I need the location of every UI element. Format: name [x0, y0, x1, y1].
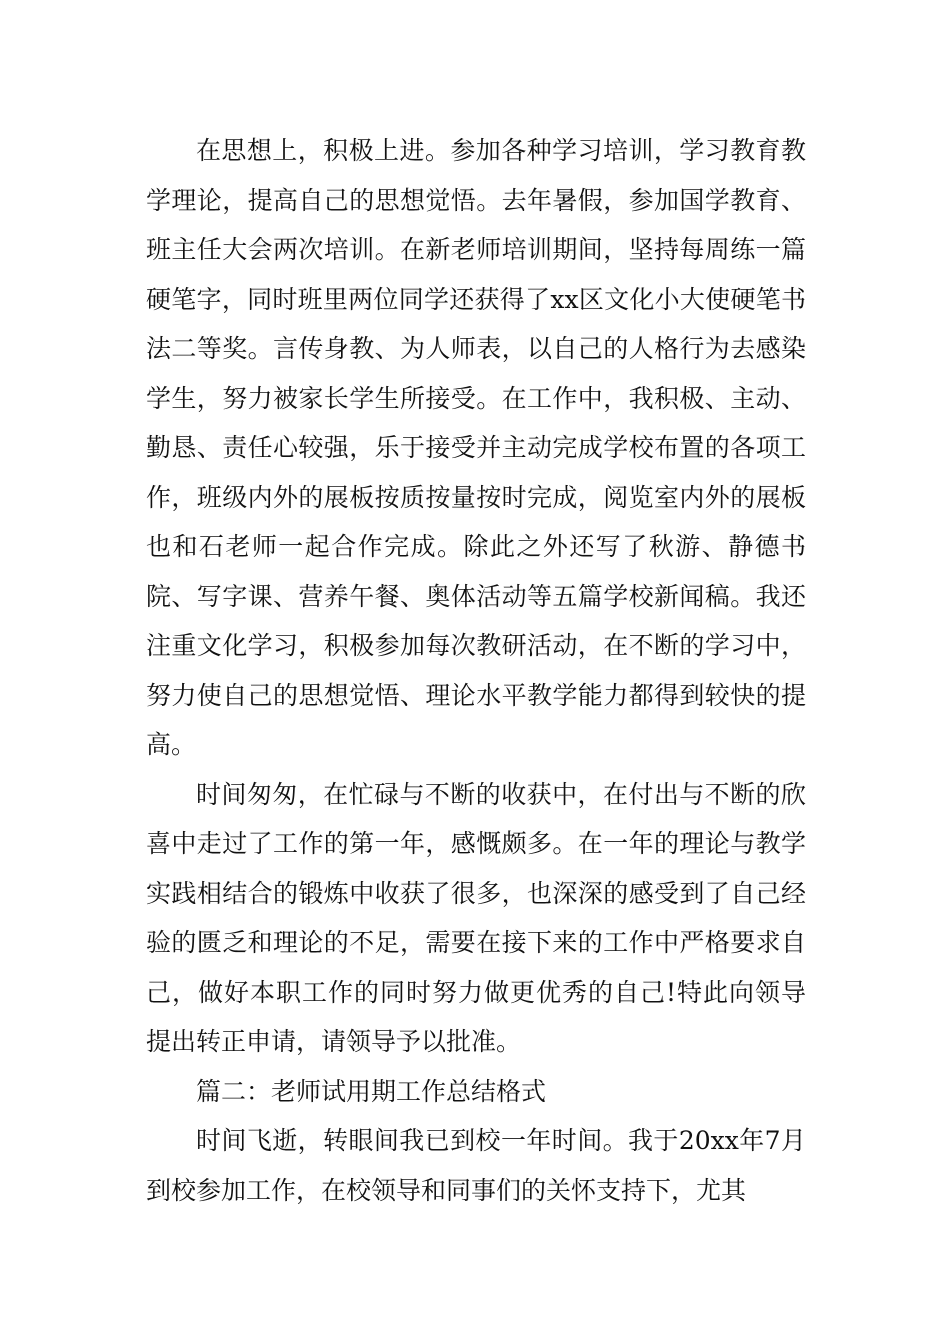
document-body — [146, 126, 806, 1215]
paragraph-time-passes: 时间匆匆，在忙碌与不断的收获中，在付出与不断的欣喜中走过了工作的第一年，感慨颇多。在一年的理论与教学实践相结合的锻炼中收获了很多，也深深的感受到了自己经验的匮乏和理论的不足，需要在接下来的工作中严格要求自己，做好本职工作的同时努力做更优秀的自己!特此向领导提出转正申请，请领导予以批准。 — [146, 779, 806, 1056]
paragraph-time-flies: 时间飞逝，转眼间我已到校一年时间。我于20xx年7月到校参加工作，在校领导和同事们的关怀支持下，尤其 — [146, 1126, 806, 1205]
paragraph-ideology: 在思想上，积极上进。参加各种学习培训，学习教育教学理论，提高自己的思想觉悟。去年暑假，参加国学教育、班主任大会两次培训。在新老师培训期间，坚持每周练一篇硬笔字，同时班里两位同学还获得了xx区文化小大使硬笔书法二等奖。言传身教、为人师表，以自己的人格行为去感染学生，努力被家长学生所接受。在工作中，我积极、主动、勤恳、责任心较强，乐于接受并主动完成学校布置的各项工作，班级内外的展板按质按量按时完成，阅览室内外的展板也和石老师一起合作完成。除此之外还写了秋游、静德书院、写字课、营养午餐、奥体活动等五篇学校新闻稿。我还注重文化学习，积极参加每次教研活动，在不断的学习中，努力使自己的思想觉悟、理论水平教学能力都得到较快的提高。 — [146, 136, 806, 759]
section-heading: 篇二：老师试用期工作总结格式 — [196, 1076, 547, 1106]
